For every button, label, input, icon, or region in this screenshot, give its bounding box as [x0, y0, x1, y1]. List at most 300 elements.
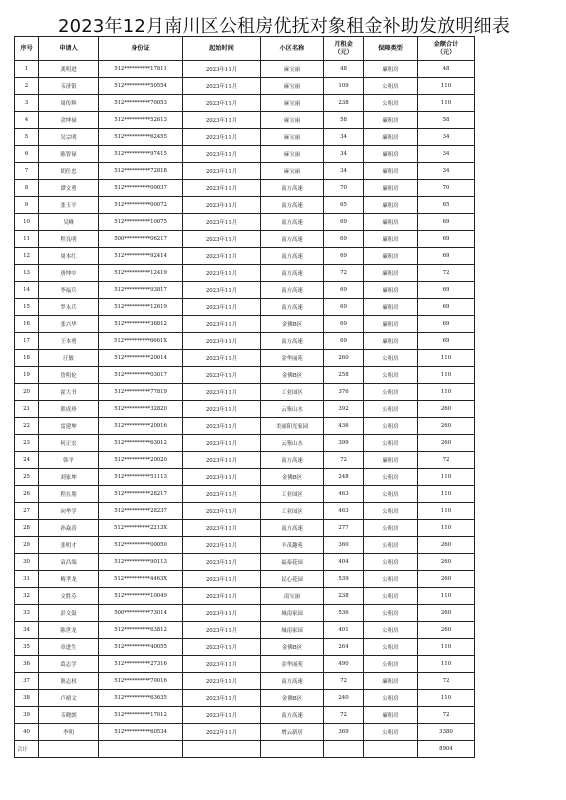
- cell-name: 余坤禄: [39, 112, 99, 129]
- cell-no: 26: [15, 486, 39, 503]
- cell-rent: 463: [324, 486, 364, 503]
- cell-no: 22: [15, 418, 39, 435]
- cell-type: 公租房: [364, 469, 418, 486]
- cell-total: 260: [418, 435, 475, 452]
- cell-community: 福泰花园: [261, 554, 324, 571]
- table-row: [15, 724, 475, 741]
- header-total-line1: 金额合计: [433, 40, 459, 48]
- cell-type: 公租房: [364, 554, 418, 571]
- cell-community: 麻宝丽: [261, 78, 324, 95]
- cell-name: 韦晓朗: [39, 707, 99, 724]
- cell-type: 公租房: [364, 537, 418, 554]
- cell-community: 南方高速: [261, 452, 324, 469]
- cell-id: 512**********10049: [99, 588, 183, 605]
- cell-community: 南方高速: [261, 231, 324, 248]
- cell-total: 72: [418, 452, 475, 469]
- cell-start: 2023年11月: [183, 690, 261, 707]
- cell-rent: 392: [324, 401, 364, 418]
- cell-no: 7: [15, 163, 39, 180]
- cell-name: 孙焱涛: [39, 520, 99, 537]
- cell-community: 南方高速: [261, 520, 324, 537]
- cell-total: 34: [418, 146, 475, 163]
- cell-total: 260: [418, 605, 475, 622]
- cell-community: 工业园区: [261, 384, 324, 401]
- cell-rent: 463: [324, 503, 364, 520]
- cell-id: 512**********32820: [99, 401, 183, 418]
- cell-rent: 360: [324, 537, 364, 554]
- cell-name: 李福兵: [39, 282, 99, 299]
- cell-id: 512**********2213X: [99, 520, 183, 537]
- cell-name: 张玉平: [39, 197, 99, 214]
- cell-start: 2023年11月: [183, 707, 261, 724]
- cell-start: 2023年11月: [183, 537, 261, 554]
- cell-no: 10: [15, 214, 39, 231]
- header-community: 小区名称: [261, 37, 324, 61]
- cell-id: 512**********17012: [99, 707, 183, 724]
- cell-id: 512**********20020: [99, 452, 183, 469]
- header-total: [418, 37, 475, 61]
- cell-start: 2023年11月: [183, 112, 261, 129]
- cell-start: 2023年11月: [183, 605, 261, 622]
- cell-rent: 436: [324, 418, 364, 435]
- cell-start: 2023年11月: [183, 61, 261, 78]
- cell-rent: 69: [324, 333, 364, 350]
- cell-no: 6: [15, 146, 39, 163]
- cell-total: 110: [418, 588, 475, 605]
- table-row: [15, 214, 475, 231]
- cell-community: 城南家园: [261, 622, 324, 639]
- cell-rent: 539: [324, 571, 364, 588]
- cell-type: 廉租房: [364, 707, 418, 724]
- cell-id: 512**********97415: [99, 146, 183, 163]
- cell-type: 廉租房: [364, 146, 418, 163]
- cell-rent: 490: [324, 656, 364, 673]
- header-type: 保障类型: [364, 37, 418, 61]
- table-row: [15, 95, 475, 112]
- cell-total: 260: [418, 622, 475, 639]
- cell-type: 廉租房: [364, 129, 418, 146]
- cell-total: 110: [418, 656, 475, 673]
- cell-community: 城南家园: [261, 605, 324, 622]
- cell-rent: 369: [324, 724, 364, 741]
- cell-type: 廉租房: [364, 248, 418, 265]
- cell-total: 3380: [418, 724, 475, 741]
- cell-start: 2023年11月: [183, 554, 261, 571]
- cell-start: 2023年11月: [183, 282, 261, 299]
- cell-type: 公租房: [364, 571, 418, 588]
- table-row: [15, 197, 475, 214]
- cell-id: 512**********00037: [99, 180, 183, 197]
- cell-community: 南方高速: [261, 299, 324, 316]
- cell-start: 2023年11月: [183, 639, 261, 656]
- cell-community: 南方高速: [261, 707, 324, 724]
- cell-no: 1: [15, 61, 39, 78]
- cell-start: 2023年11月: [183, 350, 261, 367]
- cell-start: 2023年11月: [183, 265, 261, 282]
- cell-total: 260: [418, 537, 475, 554]
- cell-id: 500**********06217: [99, 231, 183, 248]
- cell-total: 72: [418, 265, 475, 282]
- cell-total: 65: [418, 197, 475, 214]
- table-row: [15, 605, 475, 622]
- cell-id: 512**********60534: [99, 724, 183, 741]
- cell-name: 张明才: [39, 537, 99, 554]
- table-row: [15, 588, 475, 605]
- cell-rent: 48: [324, 61, 364, 78]
- cell-id: 512**********93817: [99, 282, 183, 299]
- cell-start: 2023年11月: [183, 129, 261, 146]
- cell-total: 110: [418, 469, 475, 486]
- cell-rent: 69: [324, 214, 364, 231]
- cell-total: 58: [418, 112, 475, 129]
- table-row: [15, 571, 475, 588]
- cell-type: 廉租房: [364, 299, 418, 316]
- cell-start: 2023年11月: [183, 418, 261, 435]
- cell-start: 2023年11月: [183, 622, 261, 639]
- table-row: [15, 384, 475, 401]
- cell-start: 2023年11月: [183, 469, 261, 486]
- cell-name: 吴峰: [39, 214, 99, 231]
- cell-start: 2023年11月: [183, 146, 261, 163]
- cell-total: 69: [418, 299, 475, 316]
- cell-name: 彭文鼓: [39, 605, 99, 622]
- cell-community: 南方高速: [261, 180, 324, 197]
- table-row: [15, 520, 475, 537]
- cell-id: 512**********63635: [99, 690, 183, 707]
- cell-type: 公租房: [364, 78, 418, 95]
- cell-no: 9: [15, 197, 39, 214]
- cell-total: 48: [418, 61, 475, 78]
- cell-start: 2022年11月: [183, 724, 261, 741]
- subsidy-table: [14, 36, 475, 758]
- cell-start: 2023年11月: [183, 673, 261, 690]
- cell-name: 周本红: [39, 248, 99, 265]
- cell-community: 南宝丽: [261, 588, 324, 605]
- cell-id: 512**********90113: [99, 554, 183, 571]
- table-row: [15, 673, 475, 690]
- cell-no: 40: [15, 724, 39, 741]
- cell-id: 512**********20916: [99, 418, 183, 435]
- cell-id: 512**********4463X: [99, 571, 183, 588]
- cell-type: 廉租房: [364, 61, 418, 78]
- cell-total: 69: [418, 282, 475, 299]
- cell-start: 2023年11月: [183, 214, 261, 231]
- table-row: [15, 622, 475, 639]
- cell-type: 公租房: [364, 639, 418, 656]
- cell-rent: 58: [324, 112, 364, 129]
- cell-start: 2023年11月: [183, 231, 261, 248]
- cell-type: 廉租房: [364, 673, 418, 690]
- cell-community: 工业园区: [261, 503, 324, 520]
- cell-name: 张兴华: [39, 316, 99, 333]
- cell-no: 28: [15, 520, 39, 537]
- cell-id: 512**********00072: [99, 197, 183, 214]
- cell-name: 韦济银: [39, 78, 99, 95]
- cell-no: 23: [15, 435, 39, 452]
- cell-type: 公租房: [364, 520, 418, 537]
- cell-rent: 69: [324, 316, 364, 333]
- cell-community: 麻宝丽: [261, 95, 324, 112]
- table-row: [15, 639, 475, 656]
- cell-no: 32: [15, 588, 39, 605]
- cell-community: 麻宝丽: [261, 163, 324, 180]
- cell-no: 21: [15, 401, 39, 418]
- cell-start: 2023年11月: [183, 163, 261, 180]
- cell-start: 2023年11月: [183, 333, 261, 350]
- cell-start: 2023年11月: [183, 367, 261, 384]
- cell-total: 69: [418, 316, 475, 333]
- cell-start: 2023年11月: [183, 180, 261, 197]
- cell-rent: 34: [324, 129, 364, 146]
- cell-community: 云鉴山水: [261, 435, 324, 452]
- header-rent-line1: 月租金: [334, 40, 353, 48]
- cell-community: 美丽阳光家园: [261, 418, 324, 435]
- cell-no: 36: [15, 656, 39, 673]
- cell-total: 110: [418, 367, 475, 384]
- cell-total: 110: [418, 486, 475, 503]
- cell-no: 31: [15, 571, 39, 588]
- cell-rent: 72: [324, 673, 364, 690]
- cell-start: 2023年11月: [183, 316, 261, 333]
- cell-community: 麻宝丽: [261, 61, 324, 78]
- cell-rent: 72: [324, 707, 364, 724]
- cell-name: 唐坤中: [39, 265, 99, 282]
- cell-id: 512**********63012: [99, 435, 183, 452]
- cell-start: 2023年11月: [183, 571, 261, 588]
- cell-no: 17: [15, 333, 39, 350]
- cell-name: 罗永兵: [39, 299, 99, 316]
- cell-rent: 238: [324, 95, 364, 112]
- cell-community: 金华丽苑: [261, 350, 324, 367]
- cell-name: 韩平: [39, 452, 99, 469]
- cell-start: 2023年11月: [183, 384, 261, 401]
- cell-type: 公租房: [364, 690, 418, 707]
- cell-name: 谯志权: [39, 673, 99, 690]
- cell-type: 公租房: [364, 503, 418, 520]
- cell-total: 110: [418, 384, 475, 401]
- cell-no: 20: [15, 384, 39, 401]
- cell-id: 512**********63812: [99, 622, 183, 639]
- cell-type: 公租房: [364, 724, 418, 741]
- cell-type: 公租房: [364, 401, 418, 418]
- cell-total: 69: [418, 231, 475, 248]
- cell-community: 麻宝丽: [261, 146, 324, 163]
- cell-name: 向华学: [39, 503, 99, 520]
- cell-name: 汪敏: [39, 350, 99, 367]
- cell-name: 章进生: [39, 639, 99, 656]
- cell-type: 公租房: [364, 622, 418, 639]
- cell-id: 512**********72818: [99, 163, 183, 180]
- cell-id: 512**********50554: [99, 78, 183, 95]
- cell-name: 雷建坤: [39, 418, 99, 435]
- cell-id: 512**********52613: [99, 112, 183, 129]
- cell-community: 南方高速: [261, 282, 324, 299]
- cell-id: 512**********40055: [99, 639, 183, 656]
- cell-id: 512**********12619: [99, 299, 183, 316]
- cell-community: 金佛B区: [261, 316, 324, 333]
- cell-type: 廉租房: [364, 214, 418, 231]
- table-row: [15, 537, 475, 554]
- cell-no: 2: [15, 78, 39, 95]
- cell-start: 2023年11月: [183, 656, 261, 673]
- summary-empty-cell: [39, 741, 99, 758]
- cell-no: 12: [15, 248, 39, 265]
- cell-total: 110: [418, 520, 475, 537]
- cell-type: 公租房: [364, 95, 418, 112]
- table-row: [15, 350, 475, 367]
- table-row: [15, 129, 475, 146]
- cell-no: 8: [15, 180, 39, 197]
- cell-total: 110: [418, 503, 475, 520]
- cell-start: 2023年11月: [183, 435, 261, 452]
- document-title: 2023年12月南川区公租房优抚对象租金补助发放明细表: [57, 16, 511, 37]
- cell-total: 69: [418, 214, 475, 231]
- cell-rent: 72: [324, 265, 364, 282]
- cell-rent: 69: [324, 248, 364, 265]
- cell-no: 38: [15, 690, 39, 707]
- cell-community: 南方高速: [261, 673, 324, 690]
- table-row: [15, 656, 475, 673]
- cell-total: 34: [418, 163, 475, 180]
- cell-type: 公租房: [364, 350, 418, 367]
- table-row: [15, 299, 475, 316]
- cell-type: 廉租房: [364, 282, 418, 299]
- cell-name: 霍大书: [39, 384, 99, 401]
- cell-rent: 69: [324, 231, 364, 248]
- cell-total: 72: [418, 707, 475, 724]
- cell-id: 512**********77819: [99, 384, 183, 401]
- cell-start: 2023年11月: [183, 588, 261, 605]
- cell-type: 廉租房: [364, 231, 418, 248]
- cell-name: 陈智禄: [39, 146, 99, 163]
- cell-total: 110: [418, 690, 475, 707]
- cell-no: 33: [15, 605, 39, 622]
- cell-start: 2023年11月: [183, 452, 261, 469]
- cell-type: 公租房: [364, 656, 418, 673]
- cell-start: 2023年11月: [183, 401, 261, 418]
- cell-type: 公租房: [364, 486, 418, 503]
- cell-name: 何正宏: [39, 435, 99, 452]
- cell-rent: 260: [324, 350, 364, 367]
- cell-no: 13: [15, 265, 39, 282]
- table-row: [15, 231, 475, 248]
- cell-no: 15: [15, 299, 39, 316]
- cell-rent: 404: [324, 554, 364, 571]
- table-row: [15, 248, 475, 265]
- table-row: [15, 452, 475, 469]
- cell-community: 南方高速: [261, 333, 324, 350]
- cell-rent: 238: [324, 588, 364, 605]
- cell-rent: 258: [324, 367, 364, 384]
- cell-rent: 109: [324, 78, 364, 95]
- table-row: [15, 690, 475, 707]
- cell-type: 公租房: [364, 384, 418, 401]
- cell-rent: 277: [324, 520, 364, 537]
- cell-id: 512**********70016: [99, 673, 183, 690]
- cell-community: 南方高速: [261, 197, 324, 214]
- table-row: [15, 435, 475, 452]
- cell-id: 512**********10075: [99, 214, 183, 231]
- cell-start: 2023年11月: [183, 197, 261, 214]
- cell-total: 110: [418, 78, 475, 95]
- table-row: [15, 554, 475, 571]
- cell-type: 廉租房: [364, 197, 418, 214]
- cell-id: 500**********73014: [99, 605, 183, 622]
- cell-name: 梅孝龙: [39, 571, 99, 588]
- cell-community: 麻宝丽: [261, 112, 324, 129]
- cell-id: 512**********28217: [99, 486, 183, 503]
- cell-name: 龚明进: [39, 61, 99, 78]
- cell-start: 2023年11月: [183, 503, 261, 520]
- cell-rent: 70: [324, 180, 364, 197]
- cell-no: 24: [15, 452, 39, 469]
- cell-name: 袁昌端: [39, 554, 99, 571]
- cell-total: 110: [418, 95, 475, 112]
- cell-no: 16: [15, 316, 39, 333]
- header-rent-line2: （元）: [334, 48, 353, 56]
- table-body: [15, 61, 475, 741]
- table-row: [15, 61, 475, 78]
- cell-no: 11: [15, 231, 39, 248]
- cell-no: 5: [15, 129, 39, 146]
- cell-total: 110: [418, 350, 475, 367]
- header-start: 起始时间: [183, 37, 261, 61]
- cell-no: 3: [15, 95, 39, 112]
- table-row: [15, 180, 475, 197]
- cell-no: 34: [15, 622, 39, 639]
- cell-no: 19: [15, 367, 39, 384]
- cell-id: 512**********62455: [99, 129, 183, 146]
- cell-type: 公租房: [364, 367, 418, 384]
- cell-name: 刘家坤: [39, 469, 99, 486]
- cell-id: 512**********70053: [99, 95, 183, 112]
- table-row: [15, 333, 475, 350]
- cell-start: 2023年11月: [183, 520, 261, 537]
- cell-community: 工业园区: [261, 486, 324, 503]
- cell-name: 文胜芬: [39, 588, 99, 605]
- cell-id: 512**********17811: [99, 61, 183, 78]
- cell-id: 512**********51113: [99, 469, 183, 486]
- cell-name: 周传辉: [39, 95, 99, 112]
- cell-rent: 399: [324, 435, 364, 452]
- header-no: 序号: [15, 37, 39, 61]
- cell-rent: 34: [324, 146, 364, 163]
- cell-id: 512**********36812: [99, 316, 183, 333]
- cell-type: 廉租房: [364, 112, 418, 129]
- cell-rent: 69: [324, 299, 364, 316]
- cell-total: 69: [418, 248, 475, 265]
- cell-id: 512**********03017: [99, 367, 183, 384]
- cell-total: 260: [418, 554, 475, 571]
- summary-total: 8904: [418, 741, 475, 758]
- cell-no: 14: [15, 282, 39, 299]
- cell-community: 金佛B区: [261, 469, 324, 486]
- cell-rent: 264: [324, 639, 364, 656]
- header-total-line2: （元）: [436, 48, 456, 56]
- cell-community: 云鉴山水: [261, 401, 324, 418]
- table-row: [15, 503, 475, 520]
- cell-id: 512**********27316: [99, 656, 183, 673]
- cell-start: 2023年11月: [183, 78, 261, 95]
- cell-name: 程良明: [39, 231, 99, 248]
- cell-name: 熊成珍: [39, 401, 99, 418]
- cell-total: 110: [418, 639, 475, 656]
- cell-type: 公租房: [364, 588, 418, 605]
- cell-no: 18: [15, 350, 39, 367]
- cell-community: 南方高速: [261, 265, 324, 282]
- cell-name: 詹明伦: [39, 367, 99, 384]
- header-rent: [324, 37, 364, 61]
